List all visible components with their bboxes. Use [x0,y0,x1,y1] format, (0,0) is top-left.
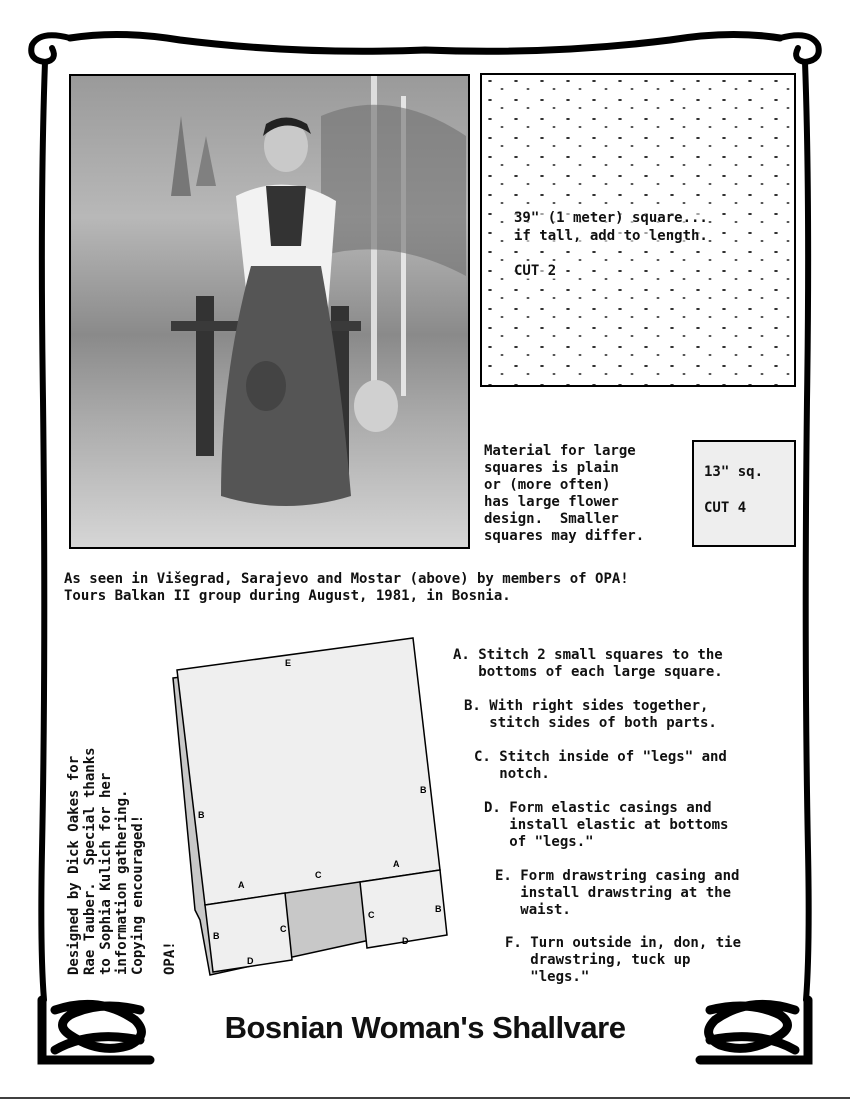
step-f: F. Turn outside in, don, tie drawstring, tuck up "legs." [505,935,742,985]
photo-caption: As seen in Višegrad, Sarajevo and Mostar (above) by members of OPA! Tours Balkan II group during August, 1981, in Bosnia. [64,571,629,604]
diagram-label-b-leg-left: B [213,931,220,941]
step-e: E. Form drawstring casing and install drawstring at the waist. [495,868,740,918]
material-note: Material for large squares is plain or (more often) has large flower design. Smaller squares may differ. [484,443,645,544]
diagram-label-c-leg-right: C [368,910,375,920]
diagram-label-a-left: A [238,880,245,890]
diagram-label-c-top: C [315,870,322,880]
large-square-dimensions: 39" (1 meter) square... if tall, add to length. [514,210,708,244]
step-c: C. Stitch inside of "legs" and notch. [474,749,727,782]
pattern-diagram [165,630,455,990]
page-title: Bosnian Woman's Shallvare [224,1010,626,1045]
step-b: B. With right sides together, stitch sides of both parts. [464,698,717,731]
diagram-label-b-right: B [420,785,427,795]
diagram-label-b-left: B [198,810,205,820]
fabric-sample-small-square [692,440,796,547]
costume-photograph [69,74,470,549]
fabric-sample-large-square [480,73,796,387]
step-d: D. Form elastic casings and install elastic at bottoms of "legs." [484,800,729,850]
large-square-cut-count: CUT 2 [514,263,557,279]
large-square-piece [177,638,440,905]
woman-figure-image [71,76,468,547]
designer-credits: Designed by Dick Oakes for Rae Tauber. Special thanks to Sophia Kulich for her information gathering. Copying encouraged! OPA! [66,747,178,975]
diagram-label-b-leg-right: B [435,904,442,914]
diagram-label-d-leg-right: D [402,936,409,946]
diagram-label-c-leg-left: C [280,924,287,934]
diagram-label-e: E [285,658,292,668]
small-square-dimensions: 13" sq. [704,464,764,480]
step-a: A. Stitch 2 small squares to the bottoms of each large square. [453,647,723,680]
small-square-cut-count: CUT 4 [704,500,747,516]
diagram-label-a-right: A [393,859,400,869]
diagram-label-d-leg-left: D [247,956,254,966]
